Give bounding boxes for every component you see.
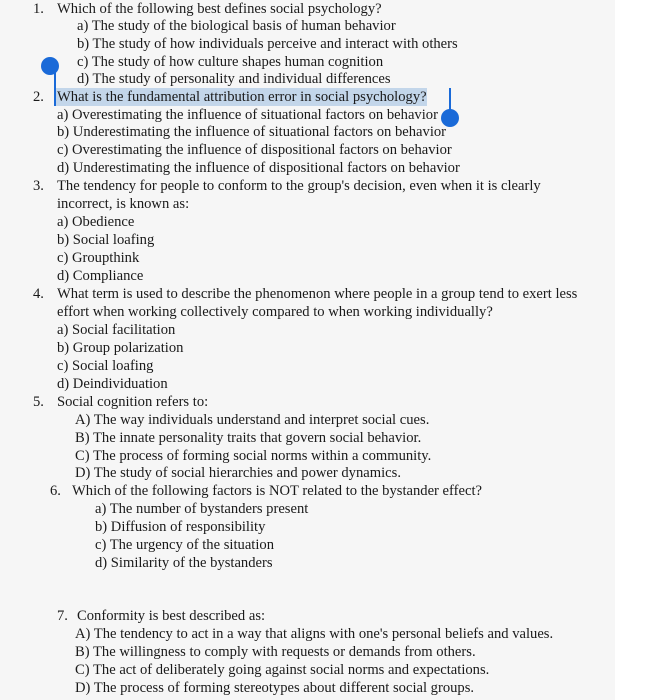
option[interactable]: c) Overestimating the influence of dispositional factors on behavior: [57, 142, 452, 158]
option[interactable]: d) Underestimating the influence of dispositional factors on behavior: [57, 160, 460, 176]
option[interactable]: d) The study of personality and individual differences: [77, 71, 391, 87]
option[interactable]: C) The process of forming social norms within a community.: [75, 448, 432, 464]
option[interactable]: C) The act of deliberately going against social norms and expectations.: [75, 662, 490, 678]
option[interactable]: B) The innate personality traits that govern social behavior.: [75, 430, 422, 446]
option[interactable]: a) Social facilitation: [57, 322, 176, 338]
option[interactable]: A) The tendency to act in a way that aligns with one's personal beliefs and values.: [75, 626, 554, 642]
question-text[interactable]: The tendency for people to conform to the group's decision, even when it is clearly: [57, 178, 541, 194]
option[interactable]: d) Deindividuation: [57, 376, 168, 392]
question-text-cont[interactable]: incorrect, is known as:: [57, 196, 190, 212]
option[interactable]: c) Social loafing: [57, 358, 154, 374]
option[interactable]: d) Similarity of the bystanders: [95, 555, 273, 571]
option[interactable]: b) Underestimating the influence of situational factors on behavior: [57, 124, 447, 140]
option[interactable]: B) The willingness to comply with requests or demands from others.: [75, 644, 476, 660]
selection-start-handle[interactable]: [41, 57, 59, 75]
option[interactable]: b) Social loafing: [57, 232, 155, 248]
question-text[interactable]: Which of the following factors is NOT related to the bystander effect?: [72, 483, 482, 499]
question-number: 5.: [33, 394, 44, 410]
selection-end-handle[interactable]: [441, 109, 459, 127]
option[interactable]: c) Groupthink: [57, 250, 140, 266]
option[interactable]: a) Obedience: [57, 214, 135, 230]
option[interactable]: b) The study of how individuals perceive and interact with others: [77, 36, 458, 52]
option[interactable]: a) Overestimating the influence of situational factors on behavior: [57, 107, 438, 123]
question-number: 3.: [33, 178, 44, 194]
question-number: 1.: [33, 1, 44, 17]
option[interactable]: c) The study of how culture shapes human cognition: [77, 54, 384, 70]
question-text[interactable]: Conformity is best described as:: [77, 608, 266, 624]
option[interactable]: c) The urgency of the situation: [95, 537, 274, 553]
question-text-cont[interactable]: effort when working collectively compared to when working individually?: [57, 304, 493, 320]
question-text[interactable]: What term is used to describe the phenomenon where people in a group tend to exert less: [57, 286, 578, 302]
option[interactable]: b) Diffusion of responsibility: [95, 519, 266, 535]
question-text[interactable]: Which of the following best defines social psychology?: [57, 1, 382, 17]
question-number: 2.: [33, 89, 44, 105]
option[interactable]: d) Compliance: [57, 268, 144, 284]
option[interactable]: a) The number of bystanders present: [95, 501, 309, 517]
question-text[interactable]: Social cognition refers to:: [57, 394, 209, 410]
selection-start-caret: [54, 72, 56, 106]
selected-question-text[interactable]: What is the fundamental attribution error in social psychology?: [57, 89, 427, 105]
option[interactable]: D) The process of forming stereotypes about different social groups.: [75, 680, 475, 696]
option[interactable]: b) Group polarization: [57, 340, 184, 356]
option[interactable]: D) The study of social hierarchies and power dynamics.: [75, 465, 401, 481]
option[interactable]: A) The way individuals understand and interpret social cues.: [75, 412, 430, 428]
option[interactable]: a) The study of the biological basis of human behavior: [77, 18, 396, 34]
question-number: 6.: [50, 483, 61, 499]
question-number: 7.: [57, 608, 68, 624]
question-number: 4.: [33, 286, 44, 302]
